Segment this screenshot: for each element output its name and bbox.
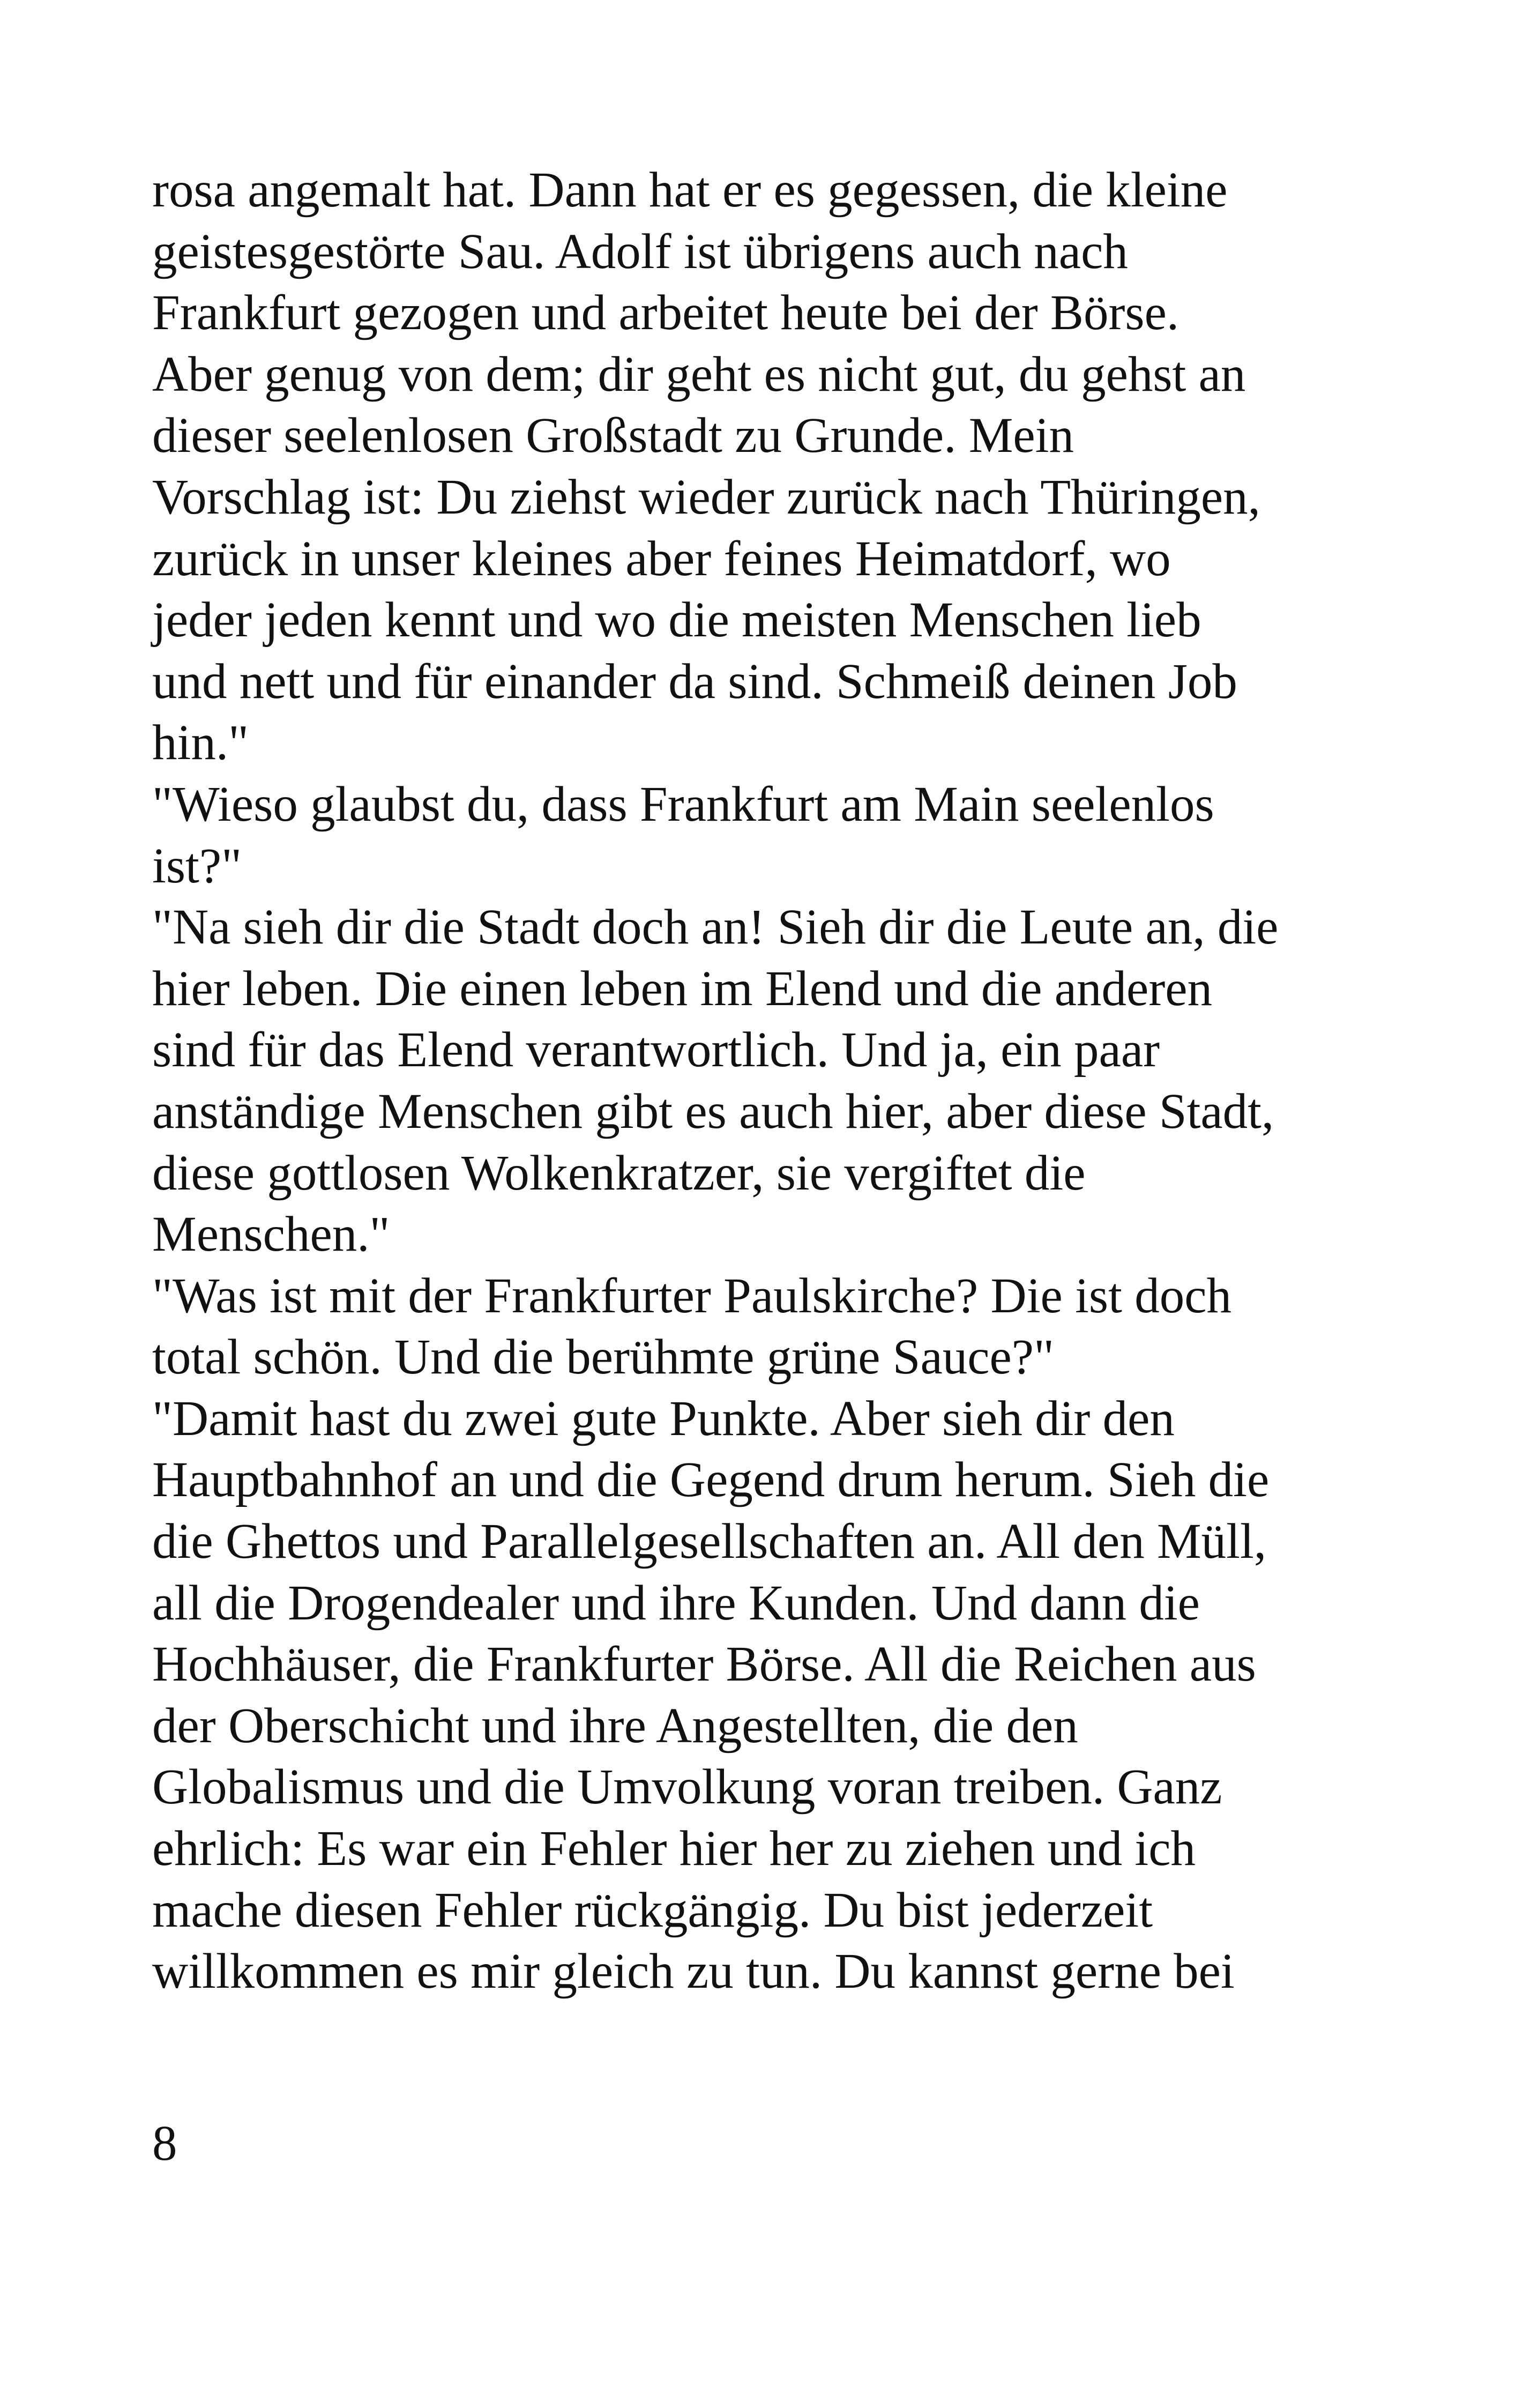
- text-line: Vorschlag ist: Du ziehst wieder zurück nach Thüringen,: [152, 469, 1260, 525]
- text-line: geistesgestörte Sau. Adolf ist übrigens auch nach: [152, 224, 1128, 279]
- text-line: mache diesen Fehler rückgängig. Du bist jederzeit: [152, 1882, 1153, 1938]
- text-line: willkommen es mir gleich zu tun. Du kannst gerne bei: [152, 1944, 1235, 2000]
- text-line: zurück in unser kleines aber feines Heimatdorf, wo: [152, 531, 1171, 586]
- text-line: total schön. Und die berühmte grüne Sauce?": [152, 1329, 1055, 1385]
- text-line: Hochhäuser, die Frankfurter Börse. All die Reichen aus: [152, 1637, 1256, 1692]
- text-line: jeder jeden kennt und wo die meisten Menschen lieb: [152, 592, 1201, 648]
- text-line: Globalismus und die Umvolkung voran treiben. Ganz: [152, 1759, 1222, 1815]
- text-line: dieser seelenlosen Großstadt zu Grunde. Mein: [152, 408, 1074, 464]
- text-line: all die Drogendealer und ihre Kunden. Und dann die: [152, 1575, 1200, 1631]
- text-line: hier leben. Die einen leben im Elend und die anderen: [152, 961, 1213, 1016]
- text-line: rosa angemalt hat. Dann hat er es gegessen, die kleine: [152, 162, 1228, 218]
- text-line: hin.": [152, 715, 249, 771]
- text-line: Hauptbahnhof an und die Gegend drum herum. Sieh die: [152, 1452, 1270, 1508]
- text-line: der Oberschicht und ihre Angestellten, die den: [152, 1698, 1078, 1753]
- text-line: "Was ist mit der Frankfurter Paulskirche? Die ist doch: [152, 1268, 1231, 1324]
- text-line: diese gottlosen Wolkenkratzer, sie vergiftet die: [152, 1145, 1086, 1201]
- text-line: ist?": [152, 838, 242, 894]
- text-line: Aber genug von dem; dir geht es nicht gut, du gehst an: [152, 346, 1246, 402]
- text-line: die Ghettos und Parallelgesellschaften an. All den Müll,: [152, 1514, 1267, 1570]
- body-text: [152, 160, 1438, 2003]
- text-line: "Wieso glaubst du, dass Frankfurt am Main seelenlos: [152, 776, 1214, 832]
- text-line: Frankfurt gezogen und arbeitet heute bei der Börse.: [152, 285, 1179, 341]
- text-line: anständige Menschen gibt es auch hier, aber diese Stadt,: [152, 1083, 1274, 1139]
- text-line: und nett und für einander da sind. Schmeiß deinen Job: [152, 653, 1237, 709]
- text-line: "Damit hast du zwei gute Punkte. Aber sieh dir den: [152, 1391, 1175, 1446]
- text-line: ehrlich: Es war ein Fehler hier her zu ziehen und ich: [152, 1821, 1196, 1877]
- text-line: sind für das Elend verantwortlich. Und ja, ein paar: [152, 1022, 1160, 1078]
- page-number: 8: [152, 2116, 177, 2171]
- text-line: Menschen.": [152, 1207, 390, 1262]
- text-line: "Na sieh dir die Stadt doch an! Sieh dir die Leute an, die: [152, 900, 1279, 955]
